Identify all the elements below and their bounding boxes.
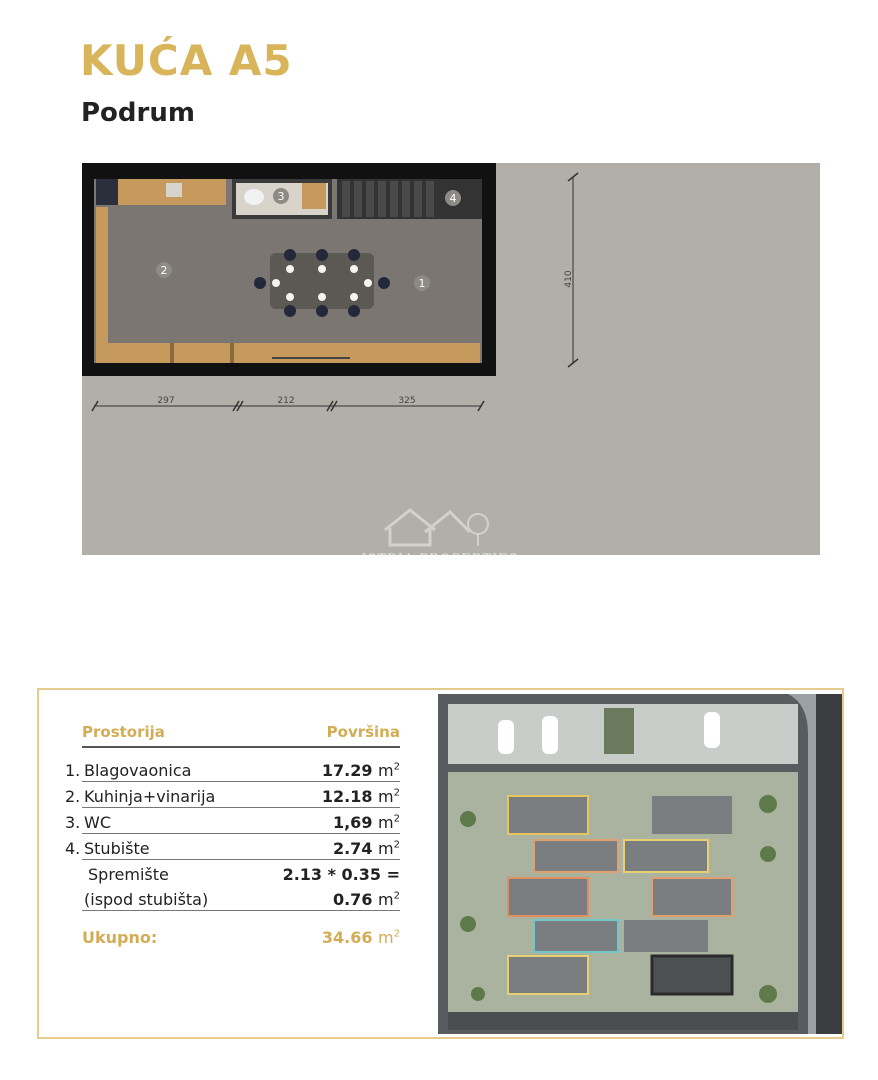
table-row-extra-2 xyxy=(82,885,400,911)
dim-width-3: 325 xyxy=(398,396,416,406)
row-name: WC xyxy=(84,813,111,832)
total-label: Ukupno: xyxy=(82,928,158,947)
table-total xyxy=(82,923,400,948)
table-row xyxy=(65,808,400,834)
row-number: 4. xyxy=(65,839,81,858)
site-plan-image xyxy=(438,694,842,1034)
row-name: (ispod stubišta) xyxy=(84,890,209,909)
row-number: 2. xyxy=(65,787,81,806)
area-panel xyxy=(37,688,844,1039)
table-row xyxy=(65,756,400,782)
row-value: 17.29 $m^2$ xyxy=(321,761,400,780)
table-header xyxy=(82,720,400,748)
header-room: Prostorija xyxy=(82,723,165,741)
row-name: Stubište xyxy=(84,839,150,858)
room-badge-1-label: 1 xyxy=(418,277,426,290)
row-value: 2.13 * 0.35 = xyxy=(282,865,400,884)
page-subtitle: Podrum xyxy=(81,98,195,128)
table-row xyxy=(65,834,400,860)
row-number: 3. xyxy=(65,813,81,832)
row-value: 0.76 $m^2$ xyxy=(332,890,400,909)
row-value: 1,69 $m^2$ xyxy=(332,813,400,832)
room-badge-2-label: 2 xyxy=(160,264,168,277)
table-row-extra-1 xyxy=(82,860,400,885)
room-badge-4-label: 4 xyxy=(449,192,457,205)
row-name: Kuhinja+vinarija xyxy=(84,787,216,806)
header-area: Površina xyxy=(326,723,400,741)
row-name: Spremište xyxy=(88,865,169,884)
dim-width-2: 212 xyxy=(277,396,295,406)
total-value: 34.66 $m^2$ xyxy=(321,928,400,947)
row-value: 2.74 $m^2$ xyxy=(332,839,400,858)
watermark-text: ISTRIA PROPERTIES xyxy=(361,552,519,567)
room-badge-3-label: 3 xyxy=(277,190,285,203)
page-title: KUĆA A5 xyxy=(80,36,293,85)
area-table xyxy=(65,720,400,948)
dim-height: 410 xyxy=(564,270,574,288)
table-row xyxy=(65,782,400,808)
row-name: Blagovaonica xyxy=(84,761,192,780)
dim-width-1: 297 xyxy=(157,396,175,406)
row-number: 1. xyxy=(65,761,81,780)
row-value: 12.18 $m^2$ xyxy=(321,787,400,806)
